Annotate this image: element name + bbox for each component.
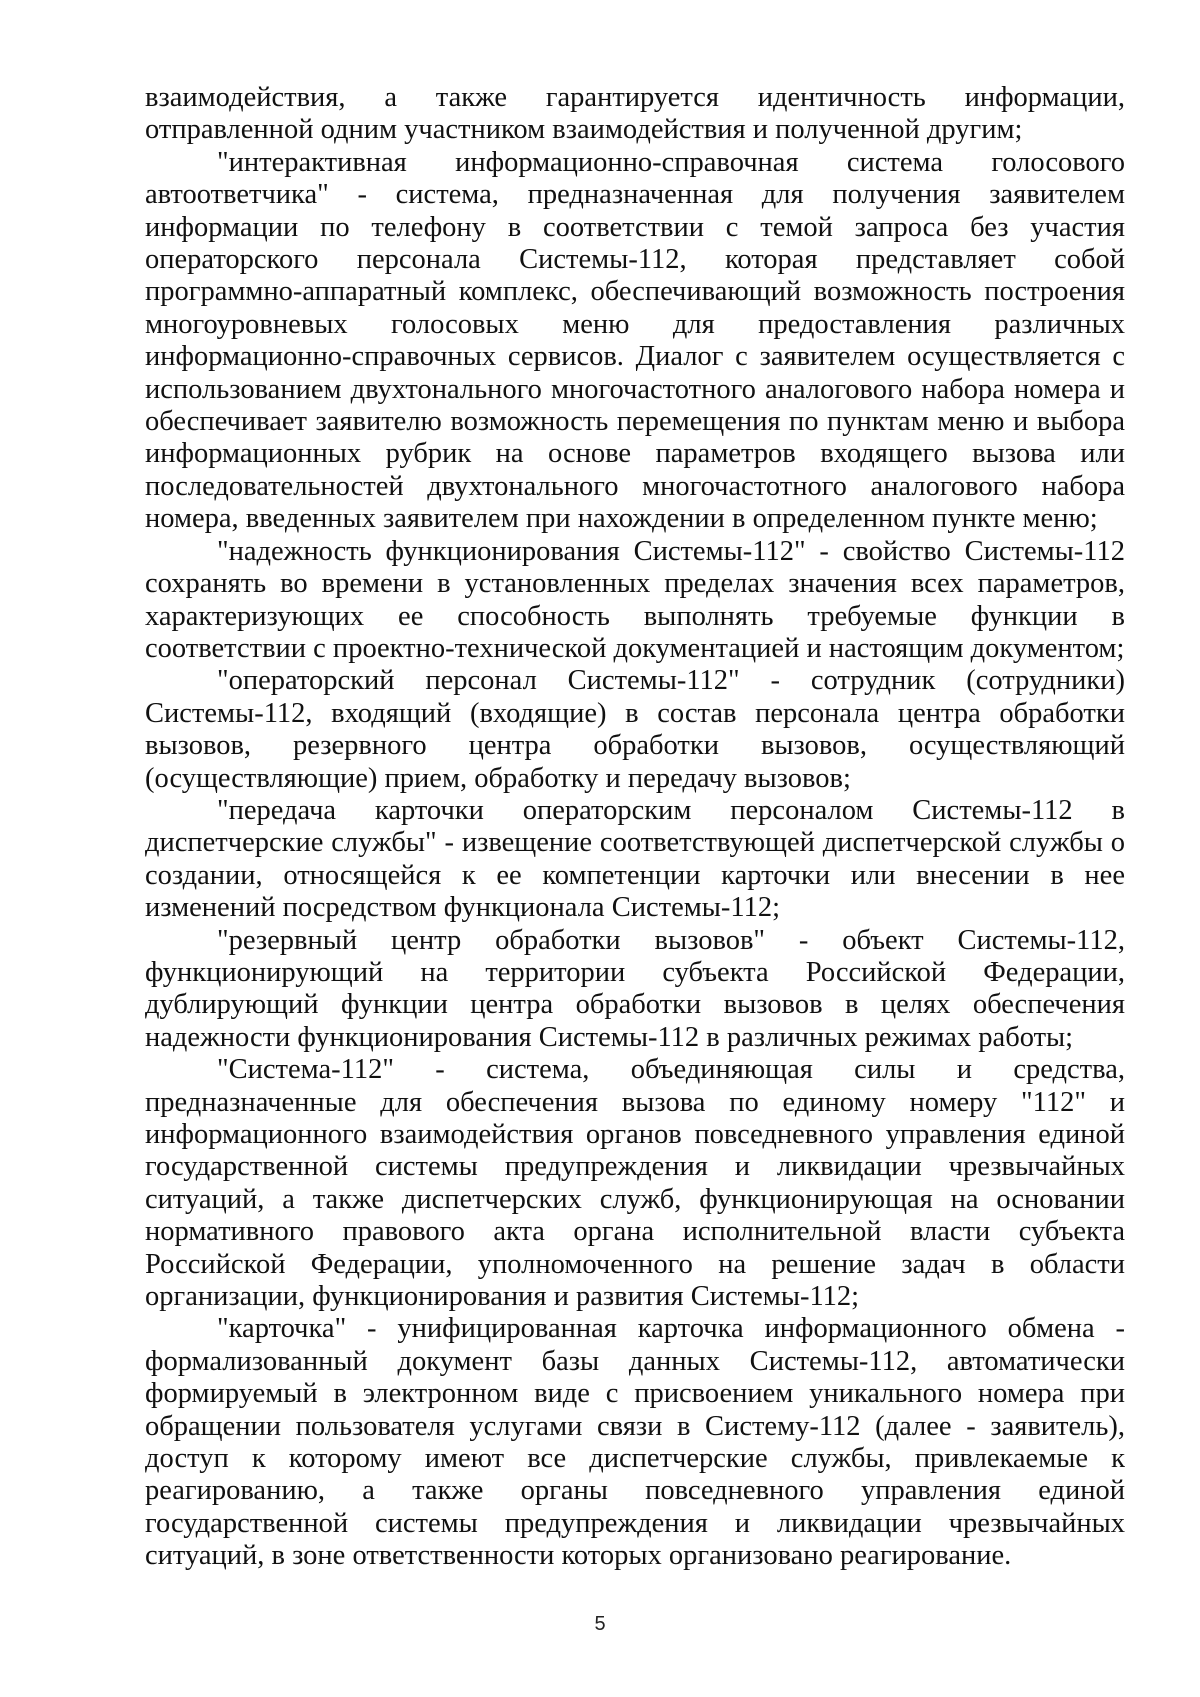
paragraph-card-definition: "карточка" - унифицированная карточка информационного обмена - формализованный документ базы данных Системы-112, автоматически формируемый в электронном виде с присвоением уникального номера при обращении пользователя услугами связи в Систему-112 (далее - заявитель), доступ к которому имеют все диспетчерские службы, привлекаемые к реагированию, а также органы повседневного управления единой государственной системы предупреждения и ликвидации чрезвычайных ситуаций, в зоне ответственности которых организовано реагирование.: [145, 1313, 1125, 1572]
paragraph-backup-center-definition: "резервный центр обработки вызовов" - объект Системы-112, функционирующий на территории субъекта Российской Федерации, дублирующий функции центра обработки вызовов в целях обеспечения надежности функционирования Системы-112 в различных режимах работы;: [145, 924, 1125, 1053]
body-text: [145, 82, 1125, 1573]
paragraph-continuation: взаимодействия, а также гарантируется идентичность информации, отправленной одним участником взаимодействия и полученной другим;: [145, 82, 1125, 146]
page-number: 5: [594, 1613, 606, 1635]
paragraph-system-112-definition: "Система-112" - система, объединяющая силы и средства, предназначенные для обеспечения вызова по единому номеру "112" и информационного взаимодействия органов повседневного управления единой государственной системы предупреждения и ликвидации чрезвычайных ситуаций, а также диспетчерских служб, функционирующая на основании нормативного правового акта органа исполнительной власти субъекта Российской Федерации, уполномоченного на решение задач в области организации, функционирования и развития Системы-112;: [145, 1054, 1125, 1313]
paragraph-card-transfer-definition: "передача карточки операторским персоналом Системы-112 в диспетчерские службы" - извещение соответствующей диспетчерской службы о создании, относящейся к ее компетенции карточки или внесении в нее изменений посредством функционала Системы-112;: [145, 794, 1125, 924]
paragraph-operator-staff-definition: "операторский персонал Системы-112" - сотрудник (сотрудники) Системы-112, входящий (входящие) в состав персонала центра обработки вызовов, резервного центра обработки вызовов, осуществляющий (осуществляющие) прием, обработку и передачу вызовов;: [145, 665, 1125, 794]
paragraph-ivr-definition: "интерактивная информационно-справочная система голосового автоответчика" - система, предназначенная для получения заявителем информации по телефону в соответствии с темой запроса без участия операторского персонала Системы-112, которая представляет собой программно-аппаратный комплекс, обеспечивающий возможность построения многоуровневых голосовых меню для предоставления различных информационно-справочных сервисов. Диалог с заявителем осуществляется с использованием двухтонального многочастотного аналогового набора номера и обеспечивает заявителю возможность перемещения по пунктам меню и выбора информационных рубрик на основе параметров входящего вызова или последовательностей двухтонального многочастотного аналогового набора номера, введенных заявителем при нахождении в определенном пункте меню;: [145, 146, 1125, 535]
paragraph-reliability-definition: "надежность функционирования Системы-112" - свойство Системы-112 сохранять во времени в установленных пределах значения всех параметров, характеризующих ее способность выполнять требуемые функции в соответствии с проектно-технической документацией и настоящим документом;: [145, 535, 1125, 664]
